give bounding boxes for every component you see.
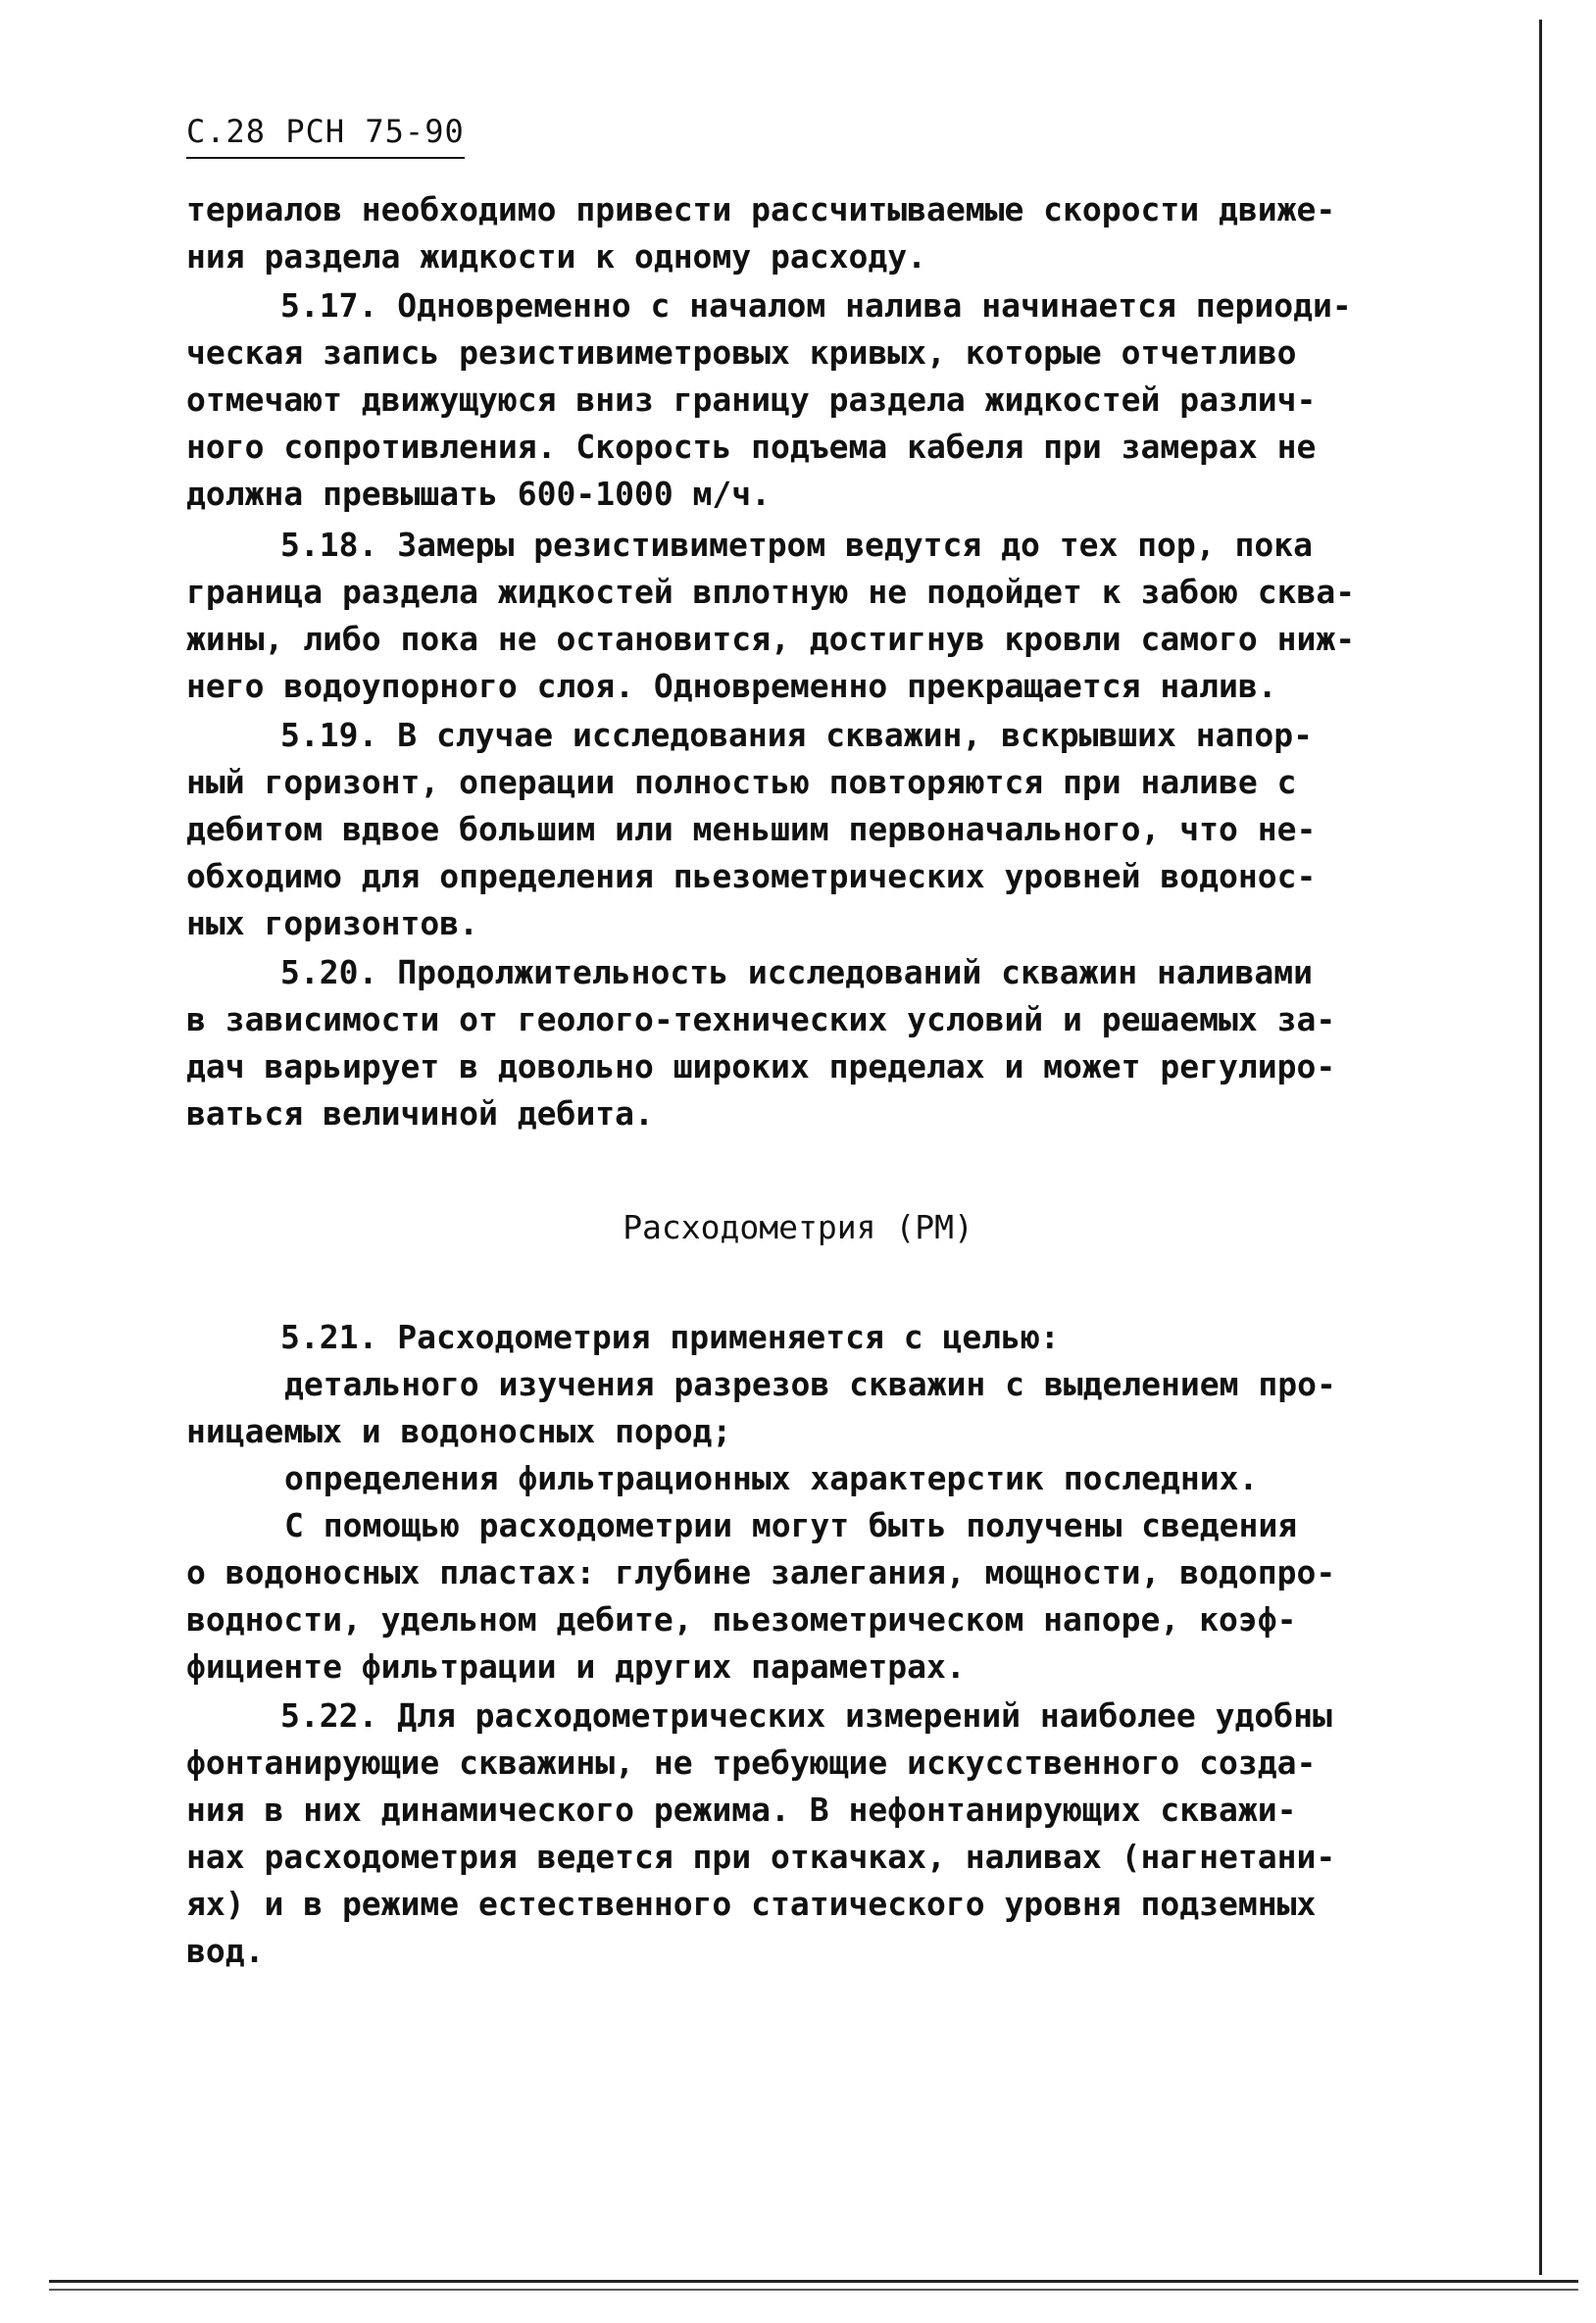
paragraph-5-20 (186, 949, 1353, 1137)
scan-edge-horizontal-line (49, 2280, 1578, 2283)
page-header: С.28 РСН 75-90 (186, 108, 465, 159)
text-line: в зависимости от геолого-технических условий и решаемых за- (186, 1000, 1336, 1038)
text-line: вод. (186, 1932, 265, 1970)
text-line: ных горизонтов. (186, 904, 479, 942)
text-line: определения фильтрационных характерстик последних. (284, 1459, 1259, 1497)
text-line: отмечают движущуюся вниз границу раздела жидкостей различ- (186, 380, 1317, 419)
text-line: 5.17. Одновременно с началом налива начинается периоди- (280, 286, 1352, 325)
scan-edge-vertical-line (1539, 20, 1542, 2275)
text-line: ваться величиной дебита. (186, 1094, 654, 1133)
text-line: С помощью расходометрии могут быть получены сведения (284, 1506, 1298, 1544)
text-line: териалов необходимо привести рассчитываемые скорости движе- (186, 190, 1336, 228)
scan-edge-horizontal-line-secondary (49, 2289, 1578, 2291)
paragraph-5-19 (186, 712, 1353, 947)
text-line: должна превышать 600-1000 м/ч. (186, 475, 772, 513)
text-line: граница раздела жидкостей вплотную не подойдет к забою сква- (186, 573, 1356, 611)
paragraph-continuation (186, 186, 1353, 280)
text-line: дач варьирует в довольно широких пределах и может регулиро- (186, 1047, 1336, 1086)
text-line: ческая запись резистивиметровых кривых, которые отчетливо (186, 333, 1297, 372)
text-line: ния в них динамического режима. В нефонтанирующих скважи- (186, 1791, 1297, 1829)
text-line: ния раздела жидкости к одному расходу. (186, 237, 926, 276)
text-line: фонтанирующие скважины, не требующие искусственного созда- (186, 1743, 1317, 1782)
text-line: фициенте фильтрации и других параметрах. (186, 1647, 966, 1686)
paragraph-5-18 (186, 522, 1356, 710)
text-line: ях) и в режиме естественного статического уровня подземных (186, 1885, 1317, 1923)
text-line: 5.19. В случае исследования скважин, вскрывших напор- (280, 716, 1313, 754)
text-line: дебитом вдвое большим или меньшим первоначального, что не- (186, 810, 1317, 848)
text-line: 5.22. Для расходометрических измерений наиболее удобны (280, 1696, 1332, 1735)
text-line: него водоупорного слоя. Одновременно прекращается налив. (186, 667, 1277, 705)
text-line: ницаемых и водоносных пород; (186, 1412, 732, 1450)
text-line: 5.18. Замеры резистивиметром ведутся до тех пор, пока (280, 526, 1313, 564)
text-line: жины, либо пока не остановится, достигнув кровли самого ниж- (186, 620, 1356, 658)
paragraph-5-21 (186, 1314, 1353, 1691)
text-line: детального изучения разрезов скважин с выделением про- (284, 1365, 1336, 1403)
paragraph-5-17 (186, 282, 1353, 518)
text-line: о водоносных пластах: глубине залегания, мощности, водопро- (186, 1553, 1336, 1591)
text-line: водности, удельном дебите, пьезометрическом напоре, коэф- (186, 1600, 1297, 1639)
text-line: 5.20. Продолжительность исследований скважин наливами (280, 953, 1313, 991)
section-title: Расходометрия (РМ) (623, 1208, 973, 1246)
text-line: 5.21. Расходометрия применяется с целью: (280, 1318, 1060, 1356)
text-line: обходимо для определения пьезометрических уровней водонос- (186, 857, 1317, 895)
text-line: нах расходометрия ведется при откачках, наливах (нагнетани- (186, 1838, 1336, 1876)
text-line: ный горизонт, операции полностью повторяются при наливе с (186, 763, 1297, 801)
text-line: ного сопротивления. Скорость подъема кабеля при замерах не (186, 428, 1317, 466)
paragraph-5-22 (186, 1692, 1353, 1975)
